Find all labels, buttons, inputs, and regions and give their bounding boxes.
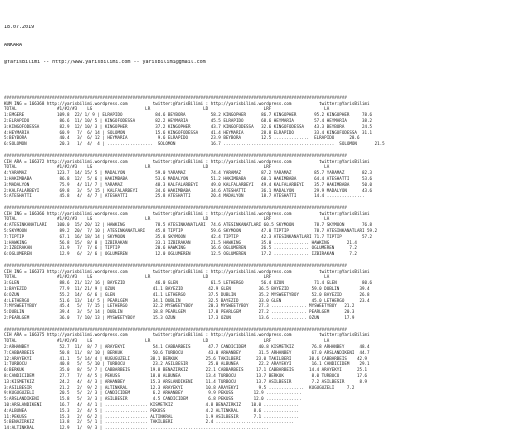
horse-row: 4:YARAMAZ 123.7 14/ 15/ 5 | MADALYON 59.0 YARAMAZ 74.4 YARAMAZ 87.2 YARAMAZ 85.7 YARAMAZ 82.3: [4, 170, 373, 176]
header-contact: @YarisBilimi -- http://www.yarisbilimi.com -- yarisbilimi@gmail.com: [4, 59, 206, 65]
race-title: CIH ING = 166373 http://yarisbilimi.wordpress.com twitter:@YarisBilimi : http://yarisbilimi.wordpress.com twitter:@YarisBilimi: [4, 268, 370, 274]
horse-row: 4:ATESINKANATLARI 100.0 15/ 20/ 12 | HAWKING 78.5 ATESINKANATLARI 74.6 ATESINKANATLARI 60.5 SKYMOON 78.7 SKYMOON 76.8: [4, 222, 373, 228]
separator-line: ########################################################################################################################################: [4, 204, 347, 210]
horse-row: 7:MYSWEETYBOY 45.4 5/ 7/ 15 | LETHERGO 32.2 MYSWEETYBOY 20.3 MYSWEETYBOY 27.3 .............. MYSWEETYBOY 21.2: [4, 303, 355, 309]
horse-row: 5:ARSLANDIKENI 15.8 5/ 3/ 3 | ASILBESIR 4.5 CANDICIDEM 6.8 PEKUSS 12.0 ..............: [4, 396, 302, 402]
horse-row: 3:MADALYON 75.9 4/ 11/ 7 | YARAMAZ 48.3 KALFALARBEYI 49.0 KALFALARBEYI 49.4 KALFALARBEYI 35.7 HAKIMBABA 50.0: [4, 181, 373, 187]
horse-row: 2:ELRAPIDO 86.6 11/ 10/ 5 | KINGOFODESSA 82.2 HEYMARIA 45.5 ELRAPIDO 68.6 HEYMARIA 57.4 HEYMARIA 38.2: [4, 117, 373, 123]
horse-row: 5:BEYBORA 40.4 3/ 6/ 12 | HEYMARIA 9.6 ELRAPIDO 23.9 BEYBORA 12.5 .............. ELRAPIDO 28.6: [4, 135, 360, 141]
horse-row: 2:IZBIRAKAN 31.9 7/ 7/ 6 | TIPTIP 20.6 HAWKING 16.6 OGLUMEREN 26.5 .............. OGLUMEREN 7.2: [4, 245, 357, 251]
race-block: [4, 89, 524, 147]
separator-line: ########################################################################################################################################: [4, 94, 347, 100]
separator-line: ########################################################################################################################################: [4, 326, 347, 332]
horse-row: 5:SKYMOON 89.2 20/ 7/ 10 | ATESINKANATLARI 45.8 TIPTIP 59.6 SKYMOON 47.0 TIPTIP 78.7 ATESINKANATLARI 59.2: [4, 228, 378, 234]
column-header: TOTAL #1/#2/#3 LG LR LD LRF LA: [4, 164, 330, 170]
separator-line: ########################################################################################################################################: [4, 152, 347, 158]
horse-row: 2:ARHANBEY 52.7 11/ 8/ 7 | ARAYEKYI 54.1 CABBARBEIS 47.7 CANDICIDEM 40.8 KISMETKIZ 76.8 ARHANBEY 48.4: [4, 344, 370, 350]
header-date: 18.07.2019: [4, 25, 35, 31]
separator-line: ########################################################################################################################################: [4, 262, 347, 268]
horse-row: 1:TURBOCU 40.8 5/ 5/ 10 | TURBOCU 23.2 ASILBESIR 25.0 ALBUNEA 22.2 ARAYEKYI 16.1 CANDICIDEM 29.1: [4, 361, 370, 367]
horse-row: 6:SOLOMON 20.3 1/ 4/ 4 | .................. SOLOMON 16.7 ............................................ SOLOMON 21.5: [4, 141, 385, 147]
horse-row: 6:OZUN 55.2 14/ 6/ 6 | GLEN 41.1 LETHERGO 37.5 DUBLIN 35.2 MYSWEETYBOY 52.0 BAYEZID 26.8: [4, 291, 370, 297]
race-title: CIH ARA = 166372 http://yarisbilimi.wordpress.com twitter:@YarisBilimi : http://yarisbilimi.wordpress.com twitter:@YarisBilimi: [4, 158, 370, 164]
race-block: [4, 321, 524, 431]
column-header: TOTAL #1/#2/#3 LG LR LD LRF LA: [4, 338, 330, 344]
column-header: TOTAL #1/#2/#3 LG LR LD LRF LA: [4, 106, 330, 112]
horse-row: 9:KUGUGUZELI 20.5 5/ 2/ 3 | CANDICIDEM 6.2 ARHANBEY 9.9 PEKUSS 12.9 ..............: [4, 390, 302, 396]
race-title: CIH ING = 166366 http://yarisbilimi.wordpress.com twitter:@YarisBilimi : http://yarisbilimi.wordpress.com twitter:@YarisBilimi: [4, 210, 370, 216]
race-title: CIH ARA = 166375 http://yarisbilimi.wordpress.com twitter:@YarisBilimi : http://yarisbilimi.wordpress.com twitter:@YarisBilimi: [4, 332, 370, 338]
horse-row: 7:TIPTIP 67.1 16/ 18/ 14 | SKYMOON 35.8 SKYMOON 42.4 TIPTIP 42.3 ATESINKANATLARI 71.7 TIPTIP 57.2: [4, 233, 373, 239]
horse-row: 8:CANDICIDEM 27.7 7/ 4/ 5 | PEKUSS 18.0 ALBUNEA 13.4 TURBOCU 13.7 BERKUK 8.0 TURBOCU 17.6: [4, 373, 368, 378]
horse-row: 1:EMGERE 109.8 22/ 1/ 9 | ELRAPIDO 84.6 BEYBORA 58.2 KINGOPHER 86.7 KINGOPHER 95.2 KINGOPHER 78.6: [4, 112, 373, 118]
horse-row: 1:HAKIMBABA 86.8 12/ 5/ 6 | HAKIMBABA 53.6 MADALYON 51.2 HAKIMBABA 60.1 HAKIMBABA 64.4 ATESHATTI 53.6: [4, 175, 373, 181]
horse-row: 1:BAYEZID 77.9 11/ 21/ 9 | OZUN 41.1 BAYEZID 42.9 GLEN 36.5 BAYEZID 59.0 DUBLIN 39.4: [4, 286, 370, 292]
race-block: [4, 147, 524, 199]
horse-row: 5:DUBLIN 39.4 3/ 5/ 14 | DUBLIN 18.8 PEARLGEM 17.8 PEARLGEM 27.2 .............. PEARLGEM 20.3: [4, 309, 355, 315]
horse-row: 4:HEYMARIA 60.9 7/ 6/ 14 | SOLOMON 15.6 KINGOFODESSA 41.4 HEYMARIA 28.8 ELRAPIDO 33.4 KINGOFODESSA 31.1: [4, 129, 373, 135]
horse-row: 5:BENAZIRKIZ 13.8 2/ 5/ 1 | ................. TAKILBERI 2.4 ...............................: [4, 419, 294, 425]
race-block: [4, 257, 524, 321]
document-header: [4, 14, 524, 78]
horse-row: 2:PEARLGEM 36.0 7/ 10/ 13 | MYSWEETYBOY 15.3 OZUN 17.3 OZUN 13.6 .............. OZUN 17.9: [4, 315, 355, 321]
horse-row: 7:CABBARBEIS 50.8 11/ 8/ 10 | BERKUK 50.6 TURBOCU 43.0 ARHANBEY 31.5 ARHANBEY 67.0 ARSLANDIKENI 44.7: [4, 349, 370, 355]
race-title: KUM ING = 166368 http://yarisbilimi.wordpress.com twitter:@YarisBilimi : http://yarisbilimi.wordpress.com twitter:@YarisBilimi: [4, 100, 370, 106]
horse-row: 3:ASILBESIR 21.2 2/ 9/ 2 | ALTINKRAL 12.3 ARAYEKYI 10.8 ARAYEKYI 9.5 .............. KUGUGUZELI 7.2: [4, 384, 355, 390]
horse-row: 4:LETHERGO 51.6 13/ 14/ 5 | PEARLGEM 34.1 DUBLIN 32.5 BAYEZID 33.0 GLEN 45.0 LETHERGO 23.4: [4, 297, 370, 303]
horse-row: 14:ALTINKRAL 12.9 1/ 9/ 3 | ................. ...............................................: [4, 425, 269, 431]
horse-row: 2:KALFALARBEYI 69.8 3/ 5/ 15 | KALFALARBEYI 34.6 HAKIMBABA 34.6 ATESHATTI 36.1 MADALYON 29.9 MADALYON 43.6: [4, 187, 373, 193]
horse-row: 12:ARAYEKYI 41.1 5/ 14/ 4 | KUGUGUZELI 38.1 BERKUK 25.6 TAKILBERI 23.0 TAKILBERI 30.6 CABBARBEIS 42.9: [4, 355, 368, 361]
horse-row: 13:KISMETKIZ 24.2 4/ 4/ 3 | ARHANBEY 15.3 ARSLANDIKENI 11.4 TURBOCU 13.7 ASILBESIR 7.2 ASILBESIR 8.9: [4, 378, 368, 384]
column-header: TOTAL #1/#2/#3 LG LR LD LRF LA: [4, 274, 330, 280]
horse-row: 6:OGLUMEREN 12.9 6/ 2/ 6 | OGLUMEREN 12.0 OGLUMEREN 12.5 OGLUMEREN 17.2 .............. IZBIRAKAN 7.2: [4, 251, 357, 257]
horse-row: 5:ATESHATTI 45.8 4/ 4/ 7 | ATESHATTI 25.8 ATESHATTI 20.4 MADALYON 18.7 ATESHATTI 14.4 ...............: [4, 193, 365, 199]
column-header: TOTAL #1/#2/#3 LG LR LD LRF LA: [4, 216, 330, 222]
results-sheet: [4, 2, 524, 434]
horse-row: 11:PEKUSS 15.3 2/ 6/ 2 | ................. ALTINKRAL 1.9 ASILBESIR 7.1 ..............: [4, 413, 299, 419]
horse-row: 10:ARSLANDIKENI 16.7 4/ 4/ 1 | ................. KISMETKIZ 4.8 BENAZIRKIZ 10.0 ..............: [4, 401, 299, 407]
header-city: ANKARA: [4, 42, 23, 48]
horse-row: 4:ALBUNEA 15.3 2/ 4/ 5 | ................. PEKUSS 4.2 ALTINKRAL 8.6 ..............: [4, 407, 299, 413]
horse-row: 3:GLEN 88.6 21/ 12/ 16 | BAYEZID 46.0 GLEN 61.5 LETHERGO 56.4 OZUN 71.4 GLEN 80.6: [4, 280, 373, 286]
horse-row: 1:HAWKING 56.8 15/ 8/ 8 | IZBIRAKAN 33.1 IZBIRAKAN 21.5 HAWKING 35.0 .............. HAWKING 21.4: [4, 239, 357, 245]
race-block: [4, 199, 524, 257]
horse-row: 6:BERKUK 35.0 8/ 5/ 7 | CABBARBEIS 19.8 BENAZIRKIZ 22.1 CABBARBEIS 17.1 CABBARBEIS 14.4 ARAYEKYI 25.1: [4, 367, 368, 373]
horse-row: 3:KINGOFODESSA 82.9 12/ 10/ 3 | KINGOPHER 37.2 KINGOPHER 43.7 KINGOFODESSA 32.6 KINGOFODESSA 43.3 BEYBORA 24.5: [4, 123, 373, 129]
race-list: [4, 89, 524, 431]
